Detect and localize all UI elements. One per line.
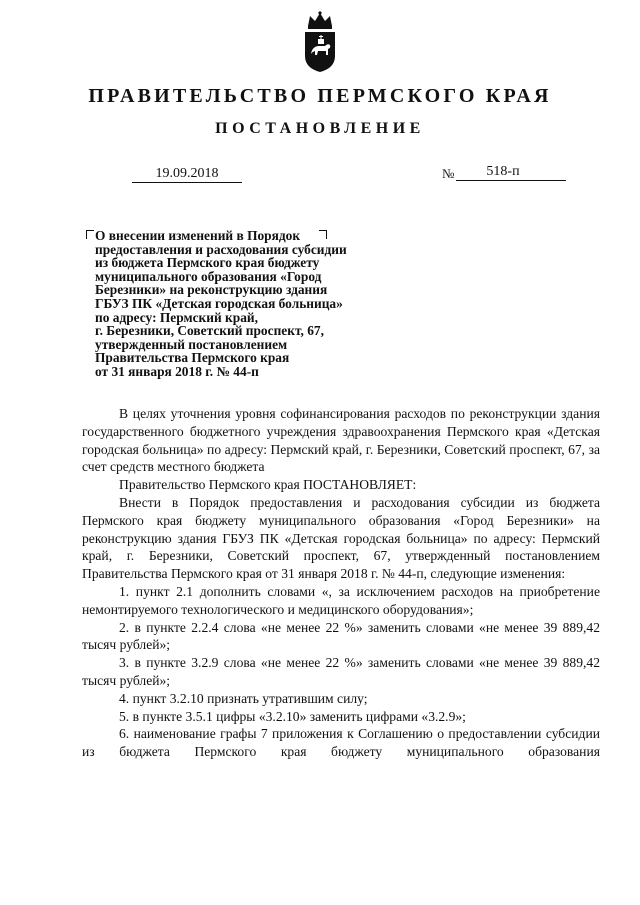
subject-line: утвержденный постановлением [95, 336, 288, 352]
subject-line: муниципального образования «Город [95, 268, 322, 284]
subject-line: Березники» на реконструкцию здания [95, 282, 328, 298]
subject-line: ГБУЗ ПК «Детская городская больница» [95, 295, 343, 311]
subject-line: г. Березники, Советский проспект, 67, [95, 323, 324, 339]
subject-line: по адресу: Пермский край, [95, 309, 258, 325]
body-paragraph-item-5: 5. в пункте 3.5.1 цифры «3.2.10» заменить цифрами «3.2.9»; [119, 708, 466, 724]
body-paragraph-item-3: 3. в пункте 3.2.9 слова «не менее 22 %» заменить словами «не менее 39 889,42 тысяч рублей»; [82, 655, 600, 688]
body-paragraph-item-1: 1. пункт 2.1 дополнить словами «, за исключением расходов на приобретение немонтируемого технологического и медицинского оборудования»; [82, 583, 600, 617]
document-number-value: 518-п [486, 164, 520, 179]
subject-line: предоставления и расходования субсидии [95, 241, 347, 257]
subject-line: О внесении изменений в Порядок [95, 228, 301, 243]
document-date: 19.09.2018 [132, 166, 242, 183]
document-subject [95, 229, 395, 379]
body-paragraph-item-4: 4. пункт 3.2.10 признать утратившим силу; [119, 690, 368, 706]
number-sign: № [442, 166, 455, 181]
document-type: ПОСТАНОВЛЕНИЕ [215, 120, 425, 137]
body-paragraph-preamble: В целях уточнения уровня софинансирования расходов по реконструкции здания государственного бюджетного учреждения здравоохранения Пермского края «Детская городская больница» по адресу: Пермский край, г. Березники, Советский проспект, 67, за счет средств местного бюджета [82, 406, 600, 475]
subject-line: из бюджета Пермского края бюджету [95, 255, 320, 271]
body-paragraph-amend: Внести в Порядок предоставления и расходования субсидии из бюджета Пермского края бюджету муниципального образования «Город Березники» на реконструкцию здания ГБУЗ ПК «Детская городская больница» по адресу: Пермский край, г. Березники, Советский проспект, 67, утвержденный постановлением Правительства Пермского края от 31 января 2018 г. № 44-п, следующие изменения: [82, 494, 600, 582]
body-paragraph-item-2: 2. в пункте 2.2.4 слова «не менее 22 %» заменить словами «не менее 39 889,42 тысяч рублей»; [82, 619, 600, 653]
subject-corner-left [86, 230, 94, 239]
subject-line: Правительства Пермского края [95, 350, 290, 366]
perm-krai-coat-of-arms-icon [302, 10, 338, 74]
body-paragraph-item-6: 6. наименование графы 7 приложения к Соглашению о предоставлении субсидии из бюджета Пермского края бюджету муниципального образования [82, 726, 600, 760]
government-title: ПРАВИТЕЛЬСТВО ПЕРМСКОГО КРАЯ [88, 85, 552, 107]
subject-line: от 31 января 2018 г. № 44-п [95, 363, 259, 379]
document-body [82, 405, 600, 761]
body-paragraph-resolves: Правительство Пермского края ПОСТАНОВЛЯЕТ: [119, 477, 417, 493]
document-number [456, 164, 566, 181]
